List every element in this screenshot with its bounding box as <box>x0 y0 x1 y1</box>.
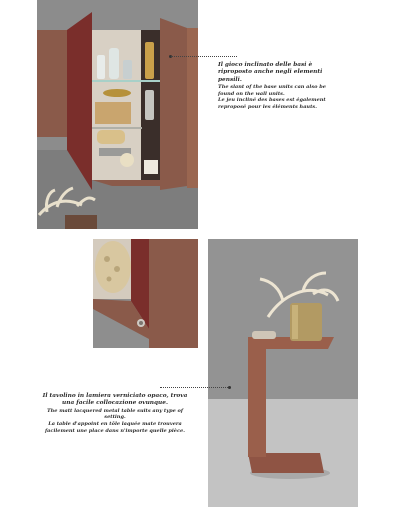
caption-bottom-italian: Il tavolino in lamiera verniciato opaco, trova una facile collocazione ovunque. <box>42 393 188 407</box>
caption-top-english: The slant of the base units can also be found on the wall units. <box>218 84 326 97</box>
caption-top-french: Le jeu incliné des bases est également reproposé pour les éléments hauts. <box>218 97 326 110</box>
cabinet-photo <box>37 0 198 229</box>
leader-line-top <box>171 56 237 57</box>
leader-line-bottom <box>160 387 230 388</box>
cabinet-detail-photo <box>93 239 198 348</box>
side-table-photo <box>208 239 358 507</box>
leader-dot-bottom <box>228 386 231 389</box>
caption-bottom-english: The matt lacquered metal table suits any type of setting. <box>46 407 184 421</box>
caption-side-table <box>36 393 194 434</box>
caption-top-italian: Il gioco inclinato delle basi è riproposto anche negli elementi pensili. <box>218 62 323 83</box>
caption-bottom-french: La table d'appoint en tôle laquée mate trouvera facilement une place dans n'importe quelle pièce. <box>45 421 185 434</box>
caption-wall-units <box>218 62 338 111</box>
